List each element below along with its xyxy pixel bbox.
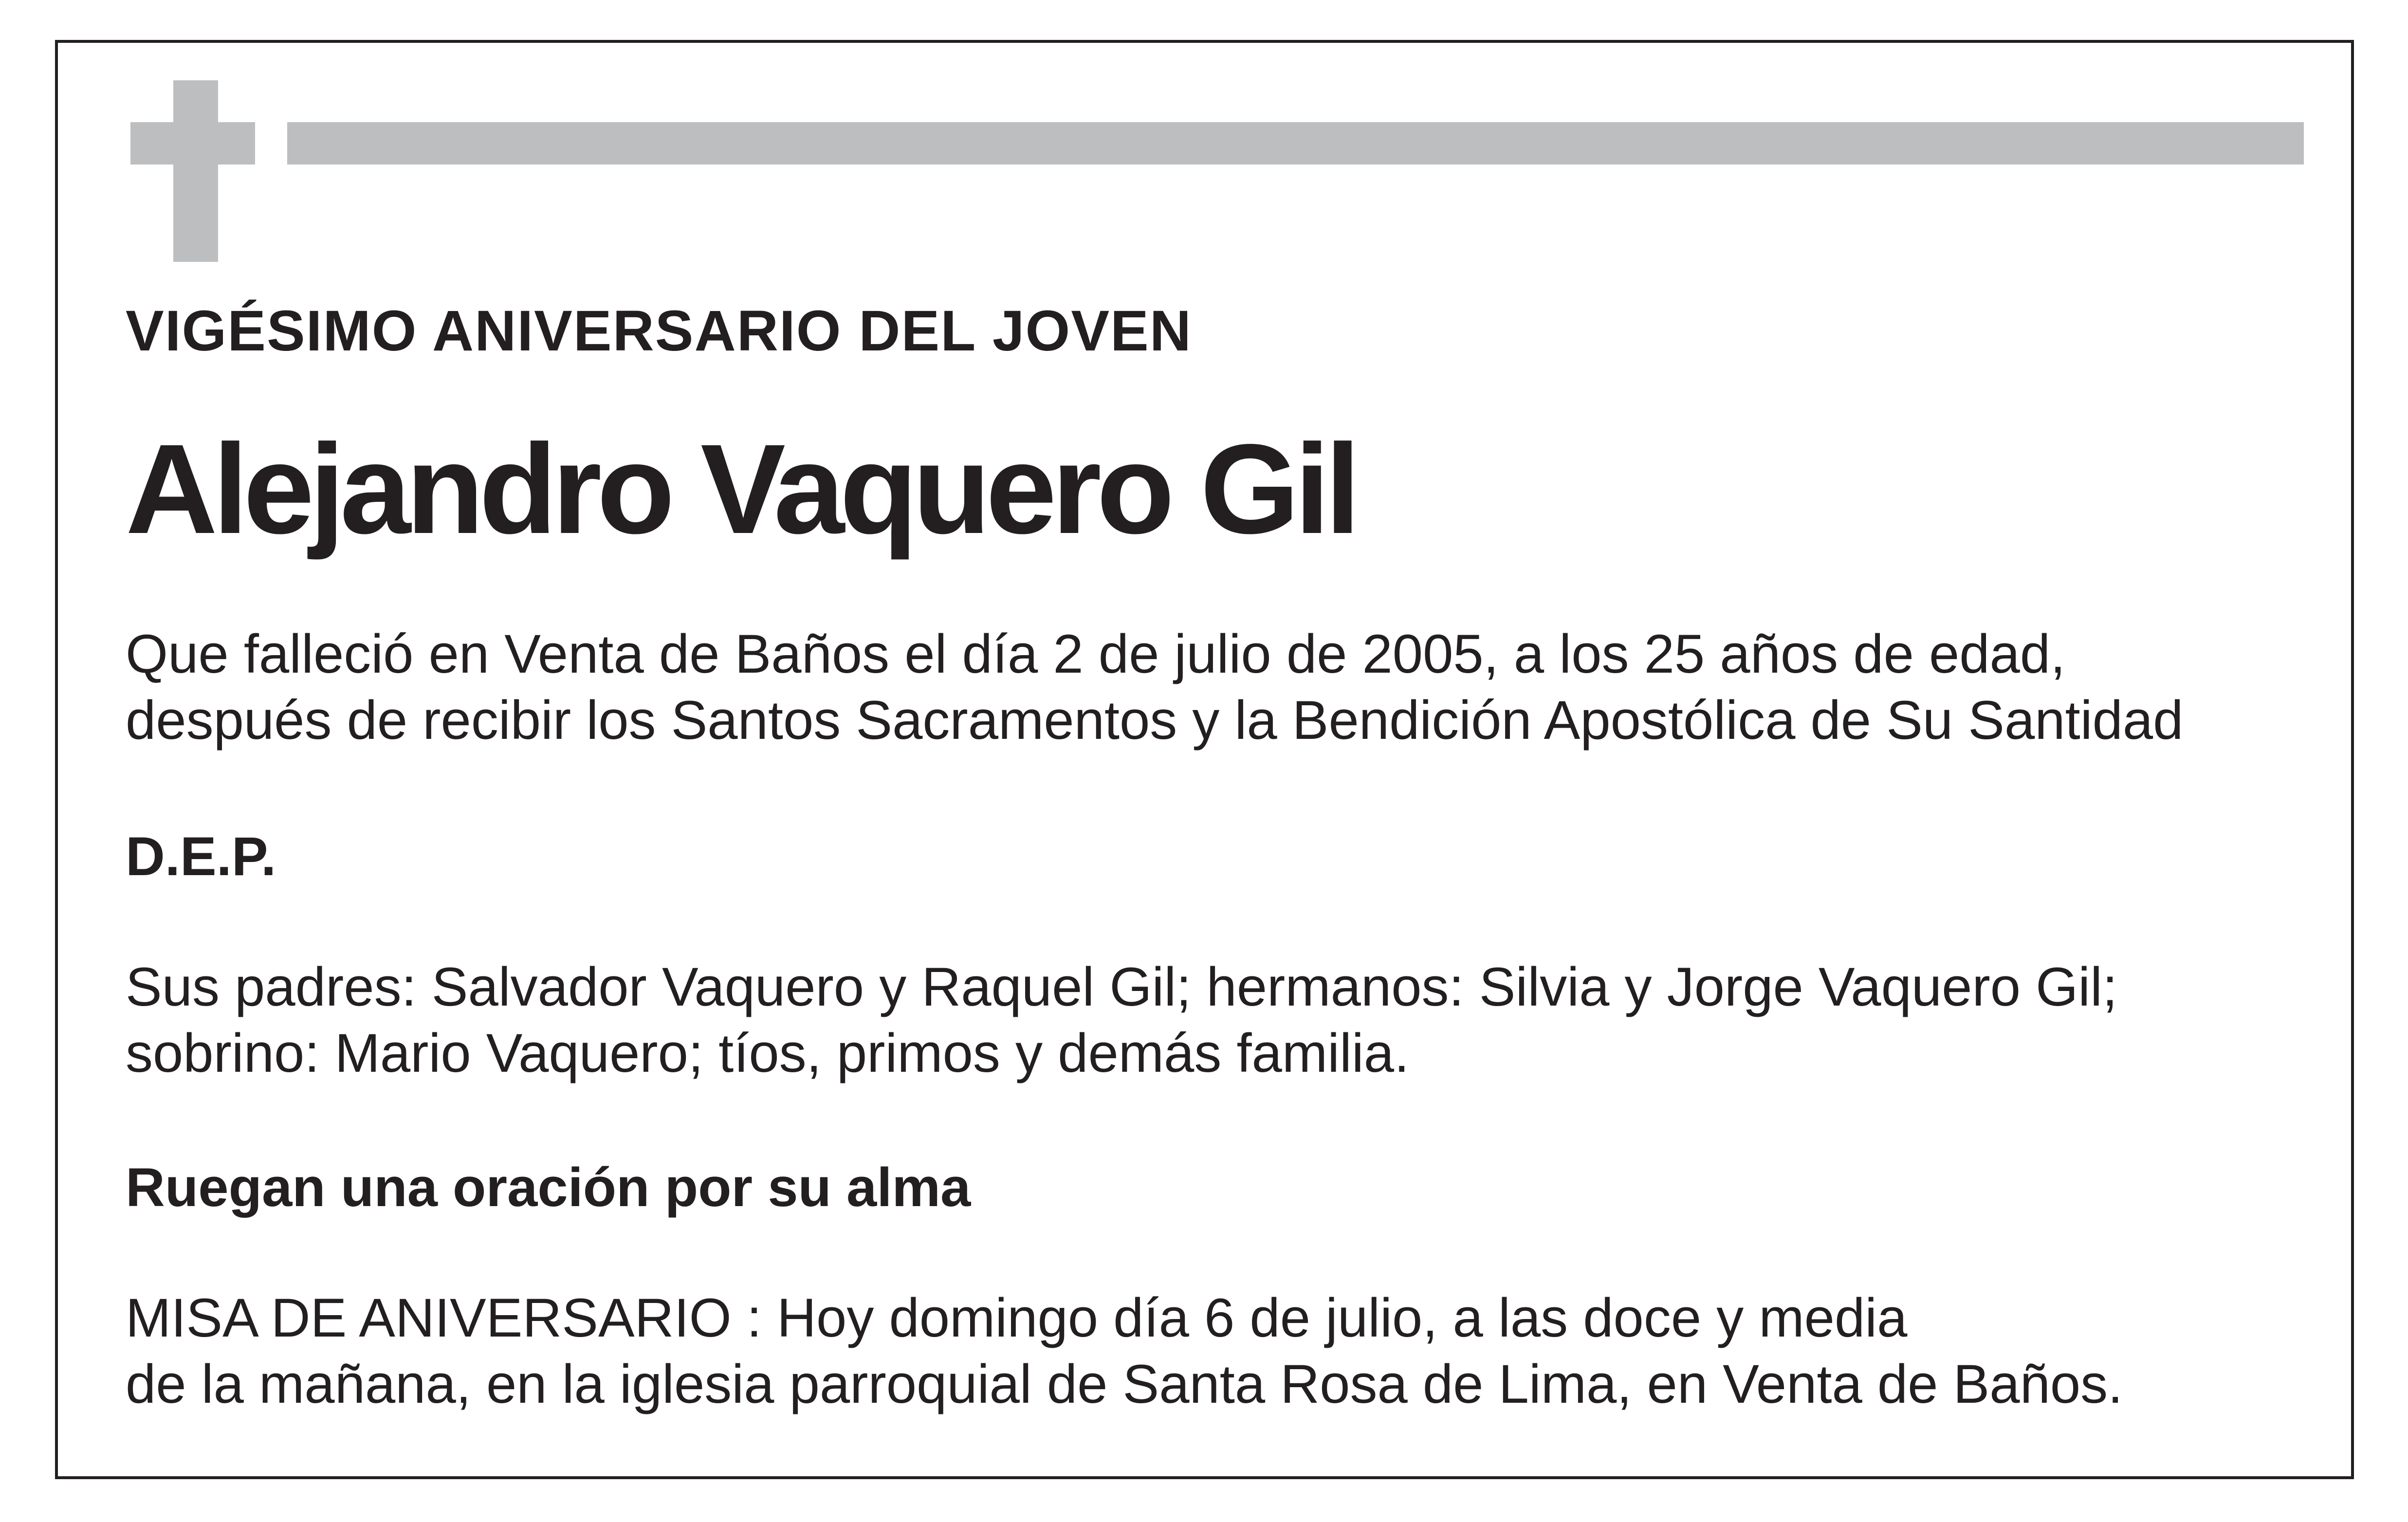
death-info-paragraph: [126, 621, 2183, 753]
deceased-name: Alejandro Vaquero Gil: [126, 418, 1356, 560]
family-line: sobrino: Mario Vaquero; tíos, primos y demás familia.: [126, 1023, 1410, 1083]
notice-kicker: VIGÉSIMO ANIVERSARIO DEL JOVEN: [126, 299, 1192, 363]
death-info-line: Que falleció en Venta de Baños el día 2 de julio de 2005, a los 25 años de edad,: [126, 623, 2066, 684]
notice-frame: [55, 40, 2354, 1479]
family-paragraph: [126, 954, 2117, 1086]
mass-line: de la mañana, en la iglesia parroquial de Santa Rosa de Lima, en Venta de Baños.: [126, 1354, 2123, 1414]
cross-icon-vertical-bar: [173, 80, 218, 262]
mass-paragraph: [126, 1285, 2123, 1417]
prayer-request: Ruegan una oración por su alma: [126, 1157, 971, 1218]
mass-line: MISA DE ANIVERSARIO : Hoy domingo día 6 de julio, a las doce y media: [126, 1287, 1908, 1348]
death-info-line: después de recibir los Santos Sacramentos y la Bendición Apostólica de Su Santidad: [126, 690, 2184, 751]
family-line: Sus padres: Salvador Vaquero y Raquel Gil; hermanos: Silvia y Jorge Vaquero Gil;: [126, 956, 2118, 1017]
cross-icon-horizontal-bar: [130, 122, 255, 165]
header-rule: [287, 122, 2304, 165]
dep-label: D.E.P.: [126, 826, 276, 887]
